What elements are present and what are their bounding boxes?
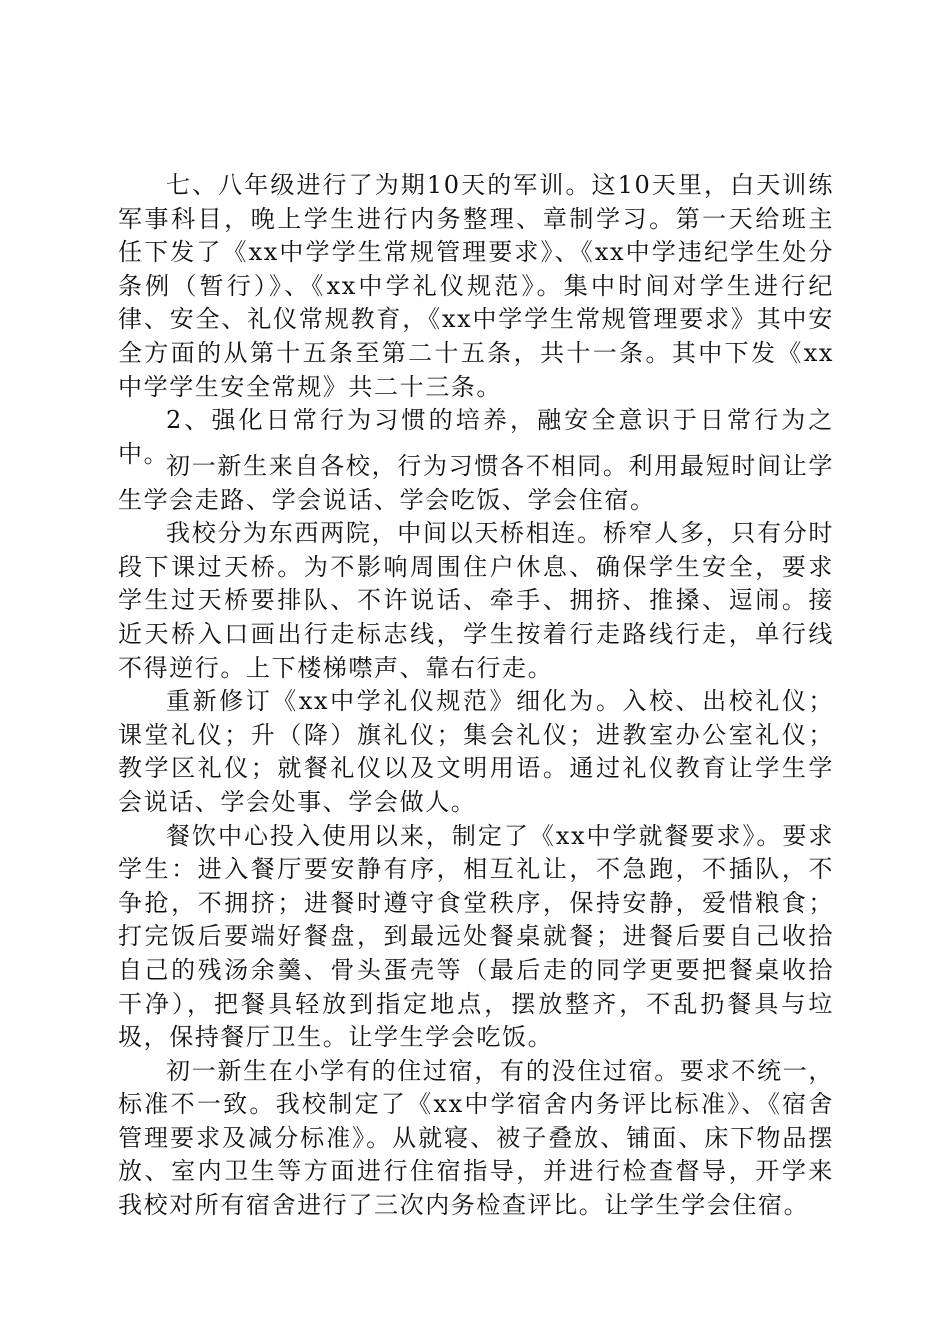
paragraph-dormitory: 初一新生在小学有的住过宿，有的没住过宿。要求不统一，标准不一致。我校制定了《xx中学宿舍内务评比标准》、《宿舍管理要求及减分标准》。从就寝、被子叠放、铺面、床下物品摆放、室内卫生等方面进行住宿指导，并进行检查督导，开学来我校对所有宿舍进行了三次内务检查评比。让学生学会住宿。 (118, 1056, 834, 1220)
paragraph-military-training: 七、八年级进行了为期10天的军训。这10天里，白天训练军事科目，晚上学生进行内务整理、章制学习。第一天给班主任下发了《xx中学学生常规管理要求》、《xx中学违纪学生处分条例（暂行）》、《xx中学礼仪规范》。集中时间对学生进行纪律、安全、礼仪常规教育，《xx中学学生常规管理要求》其中安全方面的从第十五条至第二十五条，共十一条。其中下发《xx中学学生安全常规》共二十三条。 (118, 171, 834, 401)
paragraph-sky-bridge: 我校分为东西两院，中间以天桥相连。桥窄人多，只有分时段下课过天桥。为不影响周围住户休息、确保学生安全，要求学生过天桥要排队、不许说话、牵手、拥挤、推搡、逗闹。接近天桥入口画出行走标志线，学生按着行走路线行走，单行线不得逆行。上下楼梯噤声、靠右行走。 (118, 519, 834, 682)
paragraph-heading-habits: 2、强化日常行为习惯的培养，融安全意识于日常行为之中。 (118, 406, 834, 468)
paragraph-dining: 餐饮中心投入使用以来，制定了《xx中学就餐要求》。要求学生：进入餐厅要安静有序，相互礼让，不急跑，不插队，不争抢，不拥挤；进餐时遵守食堂秩序，保持安静，爱惜粮食；打完饭后要端好餐盘，到最远处餐桌就餐；进餐后要自己收拾自己的残汤余羹、骨头蛋壳等（最后走的同学更要把餐桌收拾干净），把餐具轻放到指定地点，摆放整齐，不乱扔餐具与垃圾，保持餐厅卫生。让学生学会吃饭。 (118, 821, 834, 1052)
text-block-top (118, 169, 834, 471)
paragraph-new-students: 初一新生来自各校，行为习惯各不相同。利用最短时间让学生学会走路、学会说话、学会吃饭、学会住宿。 (118, 452, 834, 514)
text-block-bottom (118, 450, 834, 1223)
paragraph-etiquette: 重新修订《xx中学礼仪规范》细化为。入校、出校礼仪；课堂礼仪；升（降）旗礼仪；集会礼仪；进教室办公室礼仪；教学区礼仪；就餐礼仪以及文明用语。通过礼仪教育让学生学会说话、学会处事、学会做人。 (118, 687, 834, 816)
